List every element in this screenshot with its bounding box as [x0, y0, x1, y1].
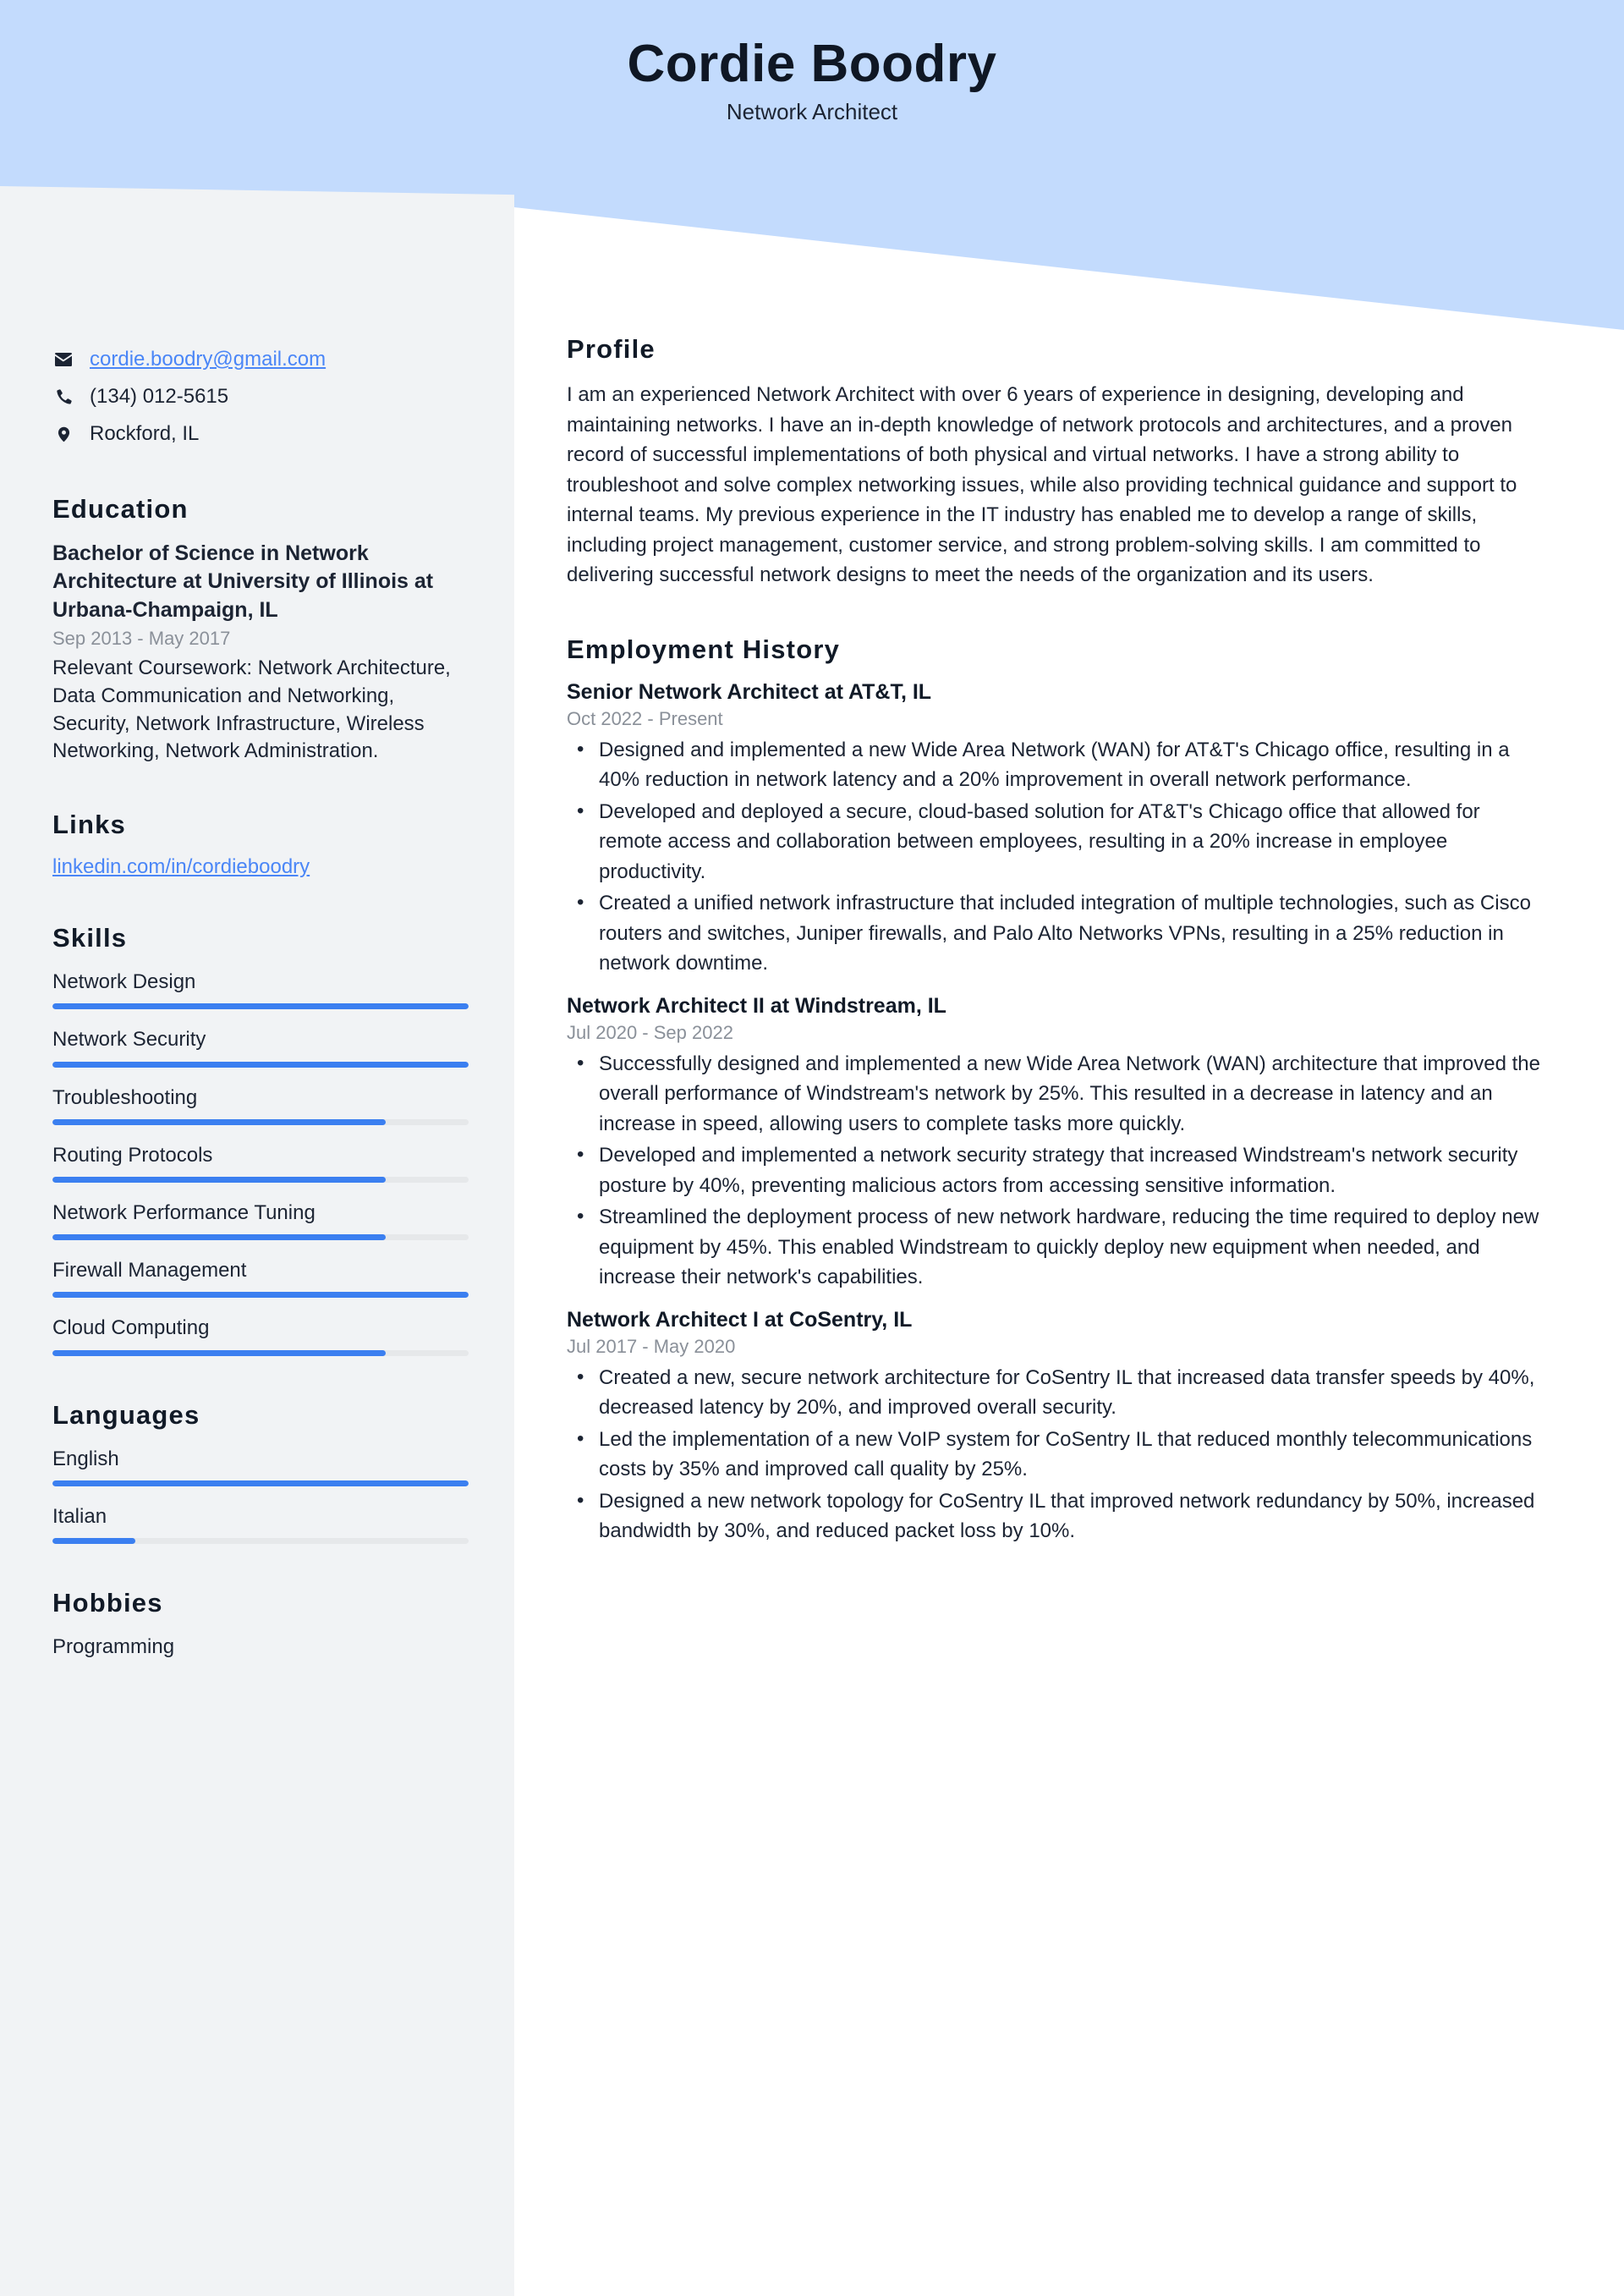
candidate-name: Cordie Boodry — [627, 35, 997, 93]
skill-level-track — [52, 1350, 469, 1356]
employment-list — [567, 680, 1546, 1546]
phone-text: (134) 012-5615 — [90, 385, 229, 408]
skills-heading: Skills — [52, 923, 128, 953]
employment-bullet: • Developed and implemented a network security strategy that increased Windstream's network security posture by 40%, preventing malicious actors from accessing sensitive information. — [599, 1140, 1546, 1200]
employment-bullets — [568, 1363, 1546, 1546]
map-pin-icon — [52, 425, 74, 444]
skill-item — [52, 1085, 469, 1125]
skill-item — [52, 1315, 469, 1355]
employment-bullets — [568, 735, 1546, 979]
skill-level-fill — [52, 1350, 386, 1356]
skill-level-fill — [52, 1177, 386, 1183]
envelope-icon — [52, 349, 74, 370]
employment-dates: Jul 2020 - Sep 2022 — [567, 1021, 733, 1043]
skill-level-fill — [52, 1003, 469, 1009]
language-label: English — [52, 1447, 119, 1470]
candidate-job-title: Network Architect — [726, 99, 898, 125]
skill-label: Network Design — [52, 970, 196, 994]
employment-title: Network Architect I at CoSentry, IL — [567, 1307, 913, 1332]
skill-label: Cloud Computing — [52, 1316, 210, 1340]
profile-heading: Profile — [567, 334, 656, 364]
skill-level-fill — [52, 1234, 386, 1240]
employment-heading: Employment History — [567, 634, 841, 664]
employment-bullet: • Streamlined the deployment process of new network hardware, reducing the time required to deploy new equipment by 45%. This enabled Windstream to quickly deploy new equipment when needed, and increase their network's capabilities. — [599, 1202, 1546, 1293]
employment-dates: Jul 2017 - May 2020 — [567, 1335, 736, 1357]
skill-item — [52, 1142, 469, 1183]
language-item — [52, 1503, 469, 1544]
employment-bullet: • Led the implementation of a new VoIP system for CoSentry IL that reduced monthly telecommunications costs by 35% and improved call quality by 25%. — [599, 1425, 1546, 1485]
skill-level-track — [52, 1003, 469, 1009]
skill-item — [52, 969, 469, 1009]
skill-level-track — [52, 1119, 469, 1125]
hobbies-heading: Hobbies — [52, 1587, 163, 1618]
education-heading: Education — [52, 494, 189, 524]
skill-label: Routing Protocols — [52, 1143, 213, 1167]
education-entry — [52, 540, 469, 766]
linkedin-link[interactable]: linkedin.com/in/cordieboodry — [52, 855, 310, 879]
skill-level-track — [52, 1234, 469, 1240]
education-description: Relevant Coursework: Network Architecture, Data Communication and Networking, Security, Network Infrastructure, Wireless Networking, Network Administration. — [52, 656, 451, 763]
skill-level-fill — [52, 1062, 469, 1068]
employment-entry — [567, 680, 1546, 979]
languages-heading: Languages — [52, 1399, 200, 1430]
skill-item — [52, 1026, 469, 1067]
main-content — [514, 0, 1624, 2296]
links-list — [52, 855, 469, 879]
languages-list — [52, 1446, 469, 1544]
skill-level-track — [52, 1177, 469, 1183]
phone-icon — [52, 387, 74, 407]
profile-text: I am an experienced Network Architect with over 6 years of experience in designing, developing and maintaining networks. I have an in-depth knowledge of network protocols and architectures, and a proven record of successful implementations of both physical and virtual networks. I have a strong ability to troubleshoot and solve complex networking issues, while also providing technical guidance and support to internal teams. My previous experience in the IT industry has enabled me to develop a range of skills, including project management, customer service, and strong problem-solving skills. I am committed to delivering successful network designs to meet the needs of the organization and its users. — [567, 383, 1517, 587]
language-item — [52, 1446, 469, 1486]
skill-level-track — [52, 1292, 469, 1298]
skill-level-fill — [52, 1119, 386, 1125]
hobbies-list — [52, 1634, 469, 1660]
contact-list — [52, 347, 469, 447]
email-link[interactable]: cordie.boodry@gmail.com — [90, 348, 326, 371]
contact-item-email[interactable] — [52, 347, 469, 372]
language-level-fill — [52, 1538, 135, 1544]
hobby-item — [52, 1634, 469, 1660]
skill-level-fill — [52, 1292, 469, 1298]
skill-level-track — [52, 1062, 469, 1068]
skill-label: Network Performance Tuning — [52, 1201, 315, 1224]
education-degree: Bachelor of Science in Network Architecture at University of Illinois at Urbana-Champaign, IL — [52, 541, 434, 622]
employment-bullet: • Developed and deployed a secure, cloud-based solution for AT&T's Chicago office that allowed for remote access and collaboration between employees, resulting in a 20% increase in employee productivity. — [599, 797, 1546, 887]
employment-title: Network Architect II at Windstream, IL — [567, 993, 946, 1018]
employment-entry — [567, 1308, 1546, 1546]
education-dates: Sep 2013 - May 2017 — [52, 627, 231, 649]
sidebar — [0, 0, 514, 2296]
employment-bullet: • Created a unified network infrastructure that included integration of multiple technologies, such as Cisco routers and switches, Juniper firewalls, and Palo Alto Networks VPNs, resulting in a 25% reduction in network downtime. — [599, 888, 1546, 979]
language-level-track — [52, 1480, 469, 1486]
resume-header — [0, 34, 1624, 125]
language-level-track — [52, 1538, 469, 1544]
language-label: Italian — [52, 1504, 107, 1528]
skill-label: Network Security — [52, 1028, 206, 1052]
skill-label: Firewall Management — [52, 1259, 247, 1283]
skill-item — [52, 1200, 469, 1240]
links-heading: Links — [52, 810, 126, 840]
employment-bullet: • Designed and implemented a new Wide Area Network (WAN) for AT&T's Chicago office, resulting in a 40% reduction in network latency and a 20% improvement in overall network performance. — [599, 735, 1546, 795]
employment-bullets — [568, 1049, 1546, 1293]
employment-bullet: • Designed a new network topology for CoSentry IL that improved network redundancy by 50%, increased bandwidth by 30%, and reduced packet loss by 10%. — [599, 1486, 1546, 1546]
hobby-label: Programming — [52, 1634, 175, 1658]
skills-list — [52, 969, 469, 1355]
employment-title: Senior Network Architect at AT&T, IL — [567, 679, 932, 704]
employment-bullet: • Created a new, secure network architecture for CoSentry IL that increased data transfer speeds by 40%, decreased latency by 20%, and improved overall security. — [599, 1363, 1546, 1423]
employment-dates: Oct 2022 - Present — [567, 707, 723, 729]
language-level-fill — [52, 1480, 469, 1486]
location-text: Rockford, IL — [90, 422, 200, 445]
skill-item — [52, 1257, 469, 1298]
contact-item-phone — [52, 384, 469, 409]
employment-entry — [567, 994, 1546, 1293]
contact-item-location — [52, 421, 469, 447]
employment-bullet: • Successfully designed and implemented a new Wide Area Network (WAN) architecture that improved the overall performance of Windstream's network by 25%. This resulted in a decrease in latency and an increase in speed, allowing users to complete tasks more quickly. — [599, 1049, 1546, 1140]
skill-label: Troubleshooting — [52, 1085, 198, 1109]
